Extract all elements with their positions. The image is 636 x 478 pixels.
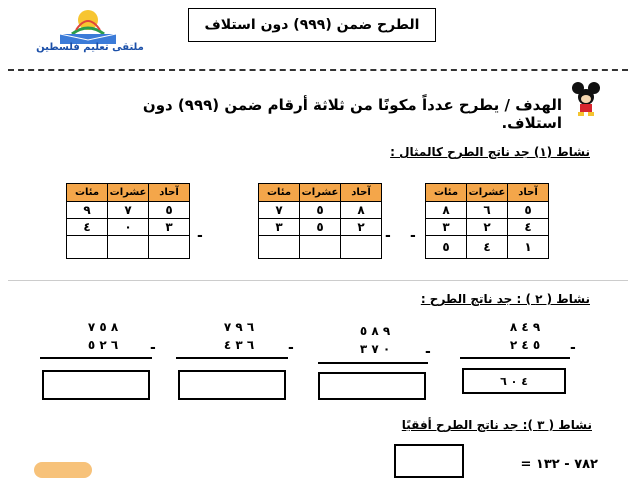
- cell: ٧: [259, 202, 300, 219]
- minuend: ٩ ٨ ٥: [359, 324, 391, 338]
- header-tens: عشرات: [108, 184, 149, 202]
- logo-text: ملتقى تعليم فلسطين: [36, 42, 144, 53]
- place-value-table-1: [425, 183, 549, 259]
- subtraction-line: [460, 357, 570, 359]
- cell: ٢: [467, 219, 508, 236]
- cell: ٤: [67, 219, 108, 236]
- header-tens: عشرات: [300, 184, 341, 202]
- minus-sign: -: [385, 228, 391, 244]
- cell: ٥: [300, 202, 341, 219]
- answer-cell[interactable]: ١: [508, 236, 549, 259]
- cell: ٨: [426, 202, 467, 219]
- goal-text: الهدف / يطرح عدداً مكونًا من ثلاثة أرقام ضمن (٩٩٩) دون استلاف.: [142, 96, 562, 132]
- answer-cell[interactable]: [67, 236, 108, 259]
- mascot-icon: [568, 80, 602, 118]
- minus-sign: -: [197, 228, 203, 244]
- answer-cell[interactable]: [300, 236, 341, 259]
- minus-sign: -: [150, 340, 156, 356]
- minus-sign: -: [570, 340, 576, 356]
- subtrahend: ٦ ٣ ٤: [223, 338, 255, 352]
- cell: ٧: [108, 202, 149, 219]
- answer-cell[interactable]: [341, 236, 382, 259]
- horizontal-equation: ٧٨٢ - ١٣٢ =: [520, 457, 598, 472]
- activity1-title: نشاط (١) جد ناتج الطرح كالمثال :: [390, 145, 590, 159]
- page-title: الطرح ضمن (٩٩٩) دون استلاف: [188, 8, 436, 42]
- minuend: ٨ ٥ ٧: [87, 320, 119, 334]
- answer-box[interactable]: [178, 370, 286, 400]
- header-hundreds: مئات: [426, 184, 467, 202]
- minuend: ٩ ٤ ٨: [509, 320, 541, 334]
- minus-sign: -: [425, 344, 431, 360]
- answer-box[interactable]: [42, 370, 150, 400]
- subtraction-line: [318, 362, 428, 364]
- answer-box[interactable]: ٤ ٠ ٦: [462, 368, 566, 394]
- header-ones: آحاد: [341, 184, 382, 202]
- minus-sign: -: [288, 340, 294, 356]
- header-ones: آحاد: [508, 184, 549, 202]
- answer-cell[interactable]: [149, 236, 190, 259]
- cell: ٥: [300, 219, 341, 236]
- minuend: ٦ ٩ ٧: [223, 320, 255, 334]
- cell: ٥: [149, 202, 190, 219]
- activity3-title: نشاط ( ٣ ): جد ناتج الطرح أفقيًا: [401, 418, 592, 432]
- activity2-title: نشاط ( ٢ ) : جد ناتج الطرح :: [420, 292, 590, 306]
- cell: ٦: [467, 202, 508, 219]
- cell: ٣: [426, 219, 467, 236]
- subtraction-line: [40, 357, 152, 359]
- decoration-icon: [34, 462, 92, 478]
- cell: ٣: [149, 219, 190, 236]
- minus-sign: -: [410, 228, 416, 244]
- answer-cell[interactable]: ٤: [467, 236, 508, 259]
- cell: ٥: [508, 202, 549, 219]
- subtraction-line: [176, 357, 288, 359]
- subtrahend: ٥ ٤ ٢: [509, 338, 541, 352]
- subtrahend: ٠ ٧ ٣: [359, 342, 391, 356]
- cell: ٤: [508, 219, 549, 236]
- answer-box[interactable]: [318, 372, 426, 400]
- header-hundreds: مئات: [259, 184, 300, 202]
- header-ones: آحاد: [149, 184, 190, 202]
- answer-cell[interactable]: [259, 236, 300, 259]
- answer-cell[interactable]: [108, 236, 149, 259]
- divider: [8, 69, 628, 71]
- cell: ٩: [67, 202, 108, 219]
- header-hundreds: مئات: [67, 184, 108, 202]
- cell: ٨: [341, 202, 382, 219]
- subtrahend: ٦ ٢ ٥: [87, 338, 119, 352]
- header-tens: عشرات: [467, 184, 508, 202]
- answer-box[interactable]: [394, 444, 464, 478]
- place-value-table-3: [66, 183, 190, 259]
- cell: ٣: [259, 219, 300, 236]
- divider: [8, 280, 628, 281]
- place-value-table-2: [258, 183, 382, 259]
- answer-cell[interactable]: ٥: [426, 236, 467, 259]
- cell: ٢: [341, 219, 382, 236]
- cell: ٠: [108, 219, 149, 236]
